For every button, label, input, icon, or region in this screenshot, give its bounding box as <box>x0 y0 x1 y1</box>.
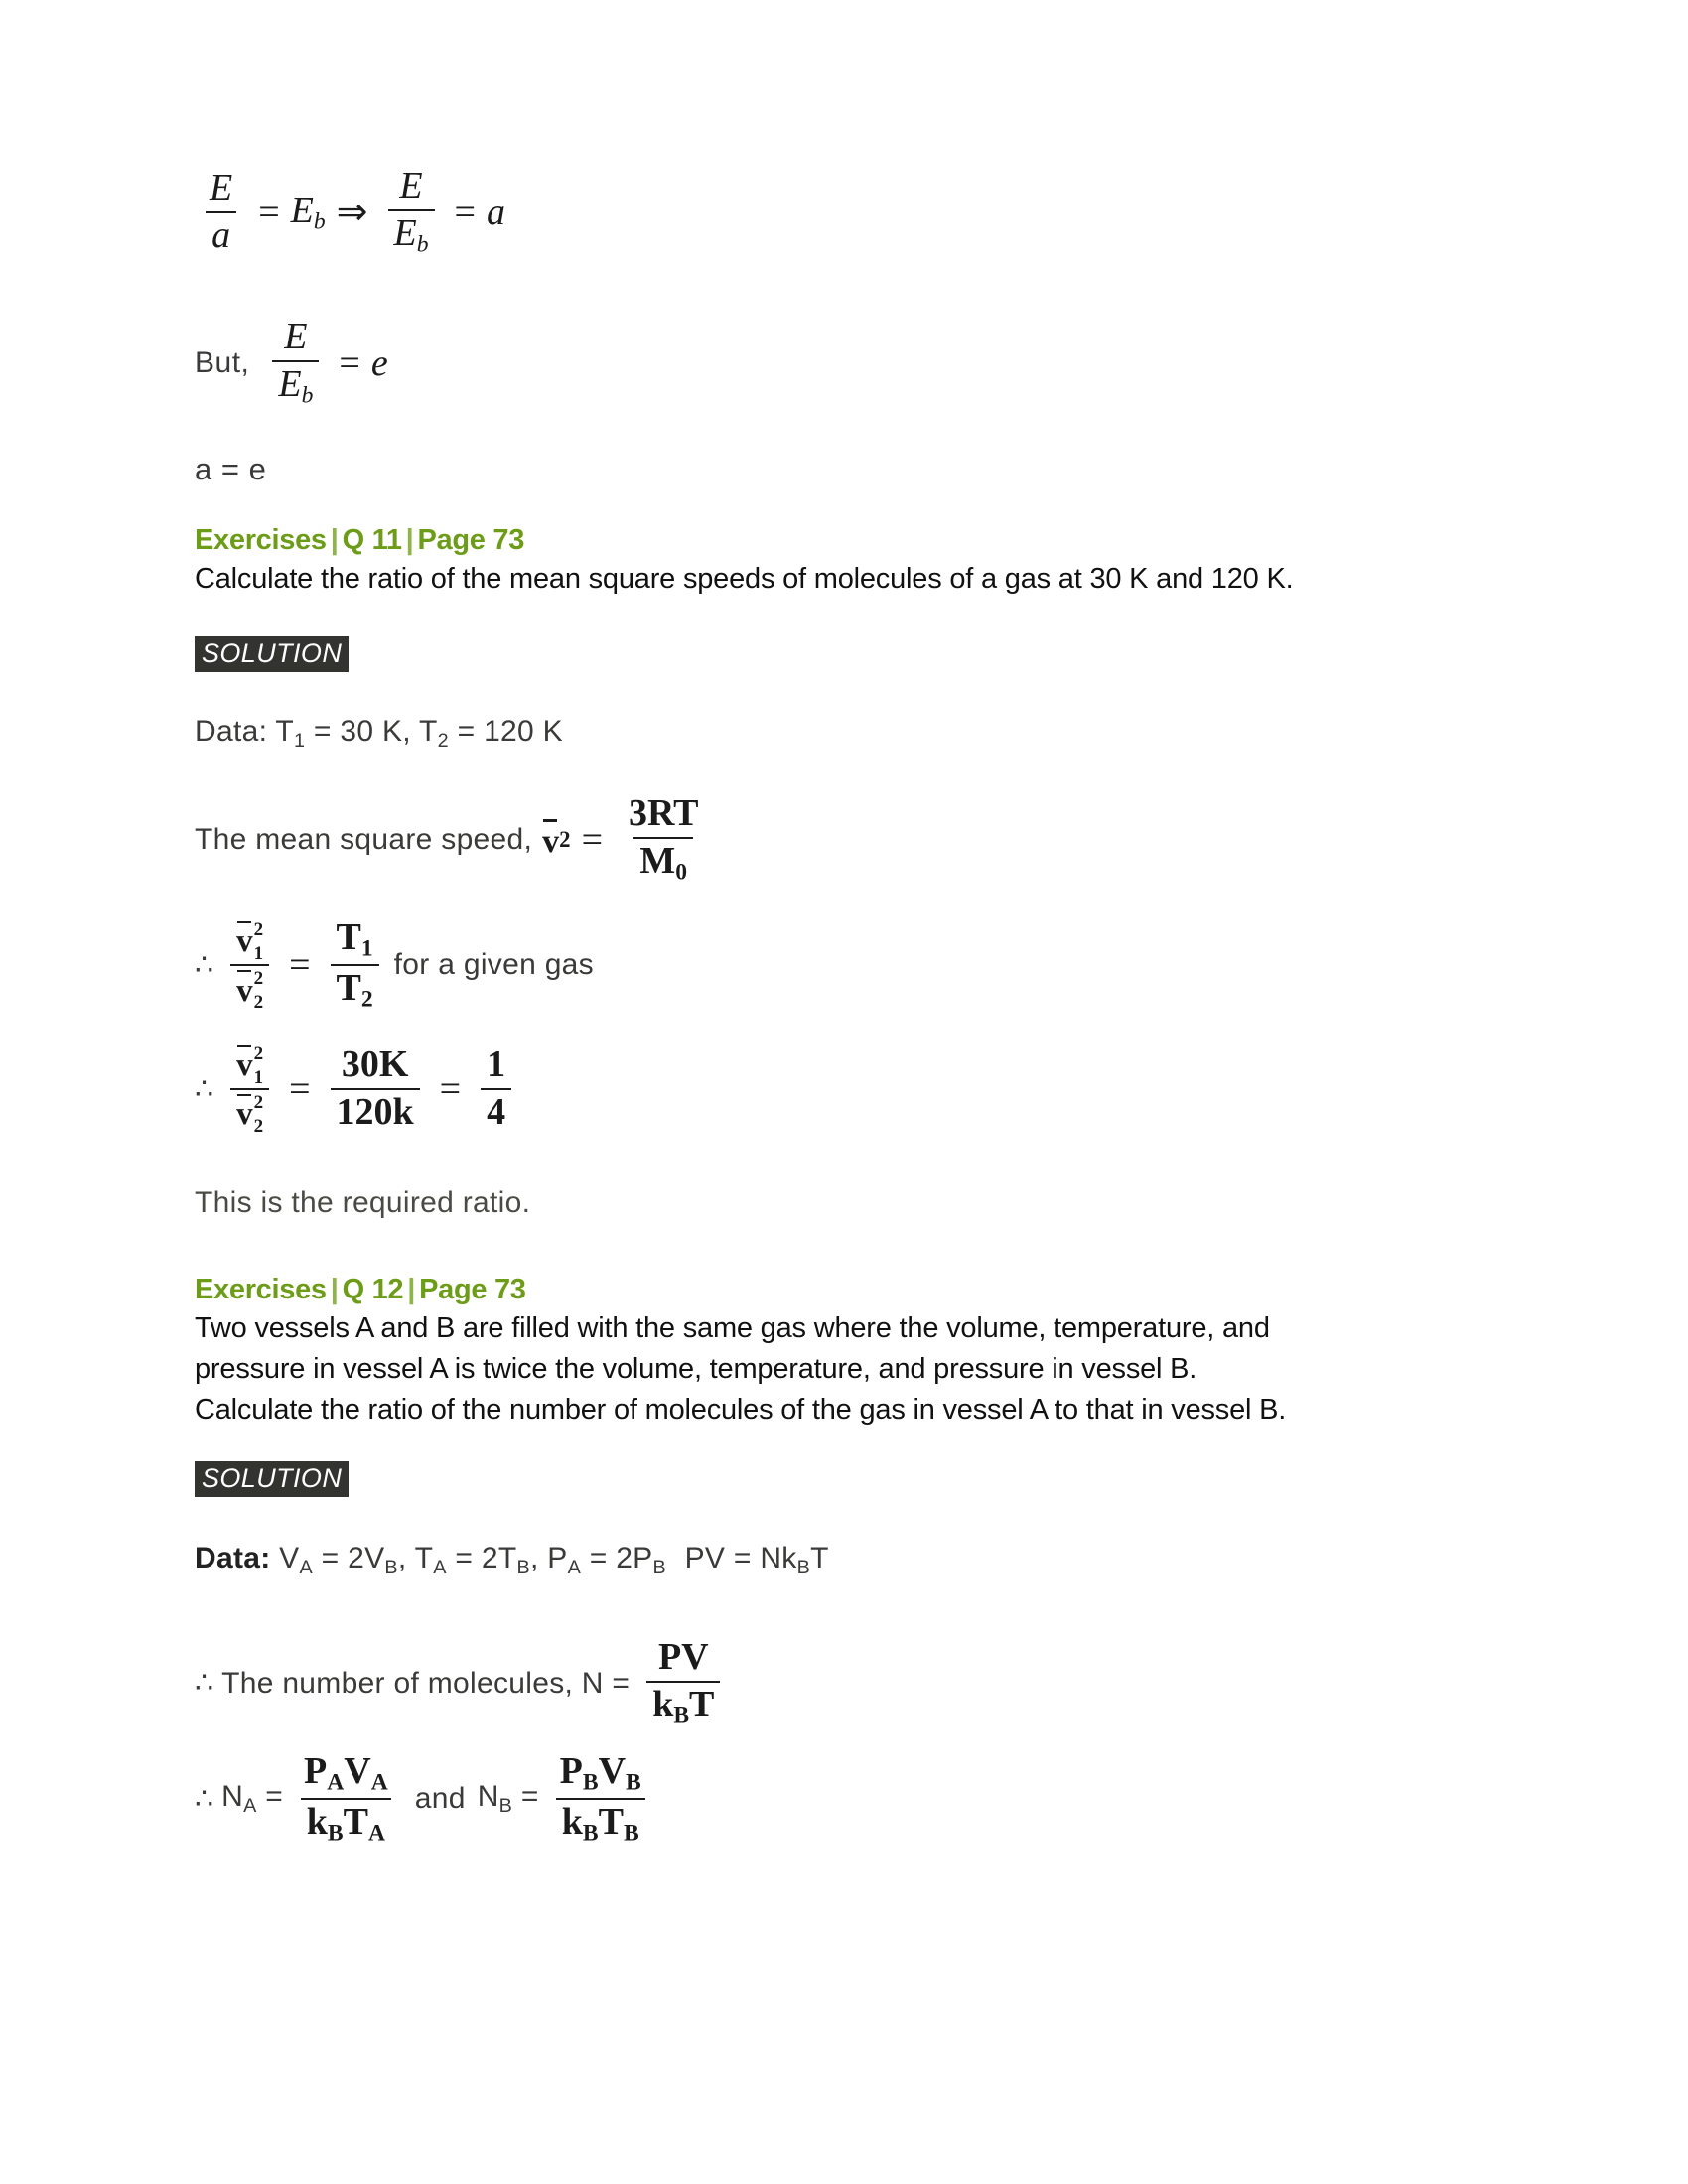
numerator-v1-squared <box>230 1044 269 1088</box>
va-subscript: A <box>299 1556 313 1578</box>
equals-sign: = <box>581 818 603 861</box>
heading-part-exercises: Exercises <box>195 1274 327 1305</box>
conjunction-and: and <box>414 1782 466 1816</box>
subscript-B: B <box>673 1703 690 1729</box>
two-vb-symbol: 2V <box>348 1542 385 1574</box>
t2-subscript: 2 <box>437 729 449 751</box>
subscript-1: 1 <box>253 942 264 964</box>
E-sub-b-term <box>291 189 326 236</box>
ratio-general-line <box>195 918 594 1013</box>
heading-separator-2: | <box>405 524 414 556</box>
num-molecules-line <box>195 1638 729 1728</box>
subscript-b: b <box>313 208 326 235</box>
fraction-E-over-Eb <box>272 318 319 408</box>
T-symbol: T <box>336 916 361 958</box>
solution-badge: SOLUTION <box>195 1461 349 1497</box>
ta-symbol: T <box>414 1542 434 1574</box>
denominator-v2-squared <box>230 1088 269 1137</box>
na-symbol-group <box>221 1780 283 1818</box>
heading-separator: | <box>330 524 339 556</box>
overbar <box>543 819 557 822</box>
question-text-q12-line2: pressure in vessel A is twice the volume, temperature, and pressure in vessel B. <box>195 1353 1197 1385</box>
denominator-kBTA <box>301 1798 391 1845</box>
denominator-a: a <box>206 211 236 256</box>
denominator-M0 <box>633 837 693 885</box>
superscript-2: 2 <box>253 968 264 990</box>
subscript-A: A <box>367 1820 385 1846</box>
equals-sign: = <box>289 944 311 987</box>
denominator-kBTB <box>556 1798 645 1845</box>
fraction-v1sq-over-v2sq <box>230 1042 269 1137</box>
subscript-b: b <box>301 382 314 409</box>
pb-subscript: B <box>652 1556 666 1578</box>
numerator-E: E <box>284 316 308 357</box>
comma-1: , <box>397 1542 407 1574</box>
P-symbol: P <box>304 1750 328 1792</box>
fraction-1-over-4 <box>481 1045 511 1133</box>
subscript-0: 0 <box>675 859 688 886</box>
subscript-A: A <box>327 1769 345 1796</box>
heading-part-page: Page 73 <box>419 1274 526 1305</box>
fraction-PAVA-over-kBTA <box>298 1752 394 1846</box>
superscript-2: 2 <box>253 919 264 941</box>
k-symbol: k <box>561 1801 583 1843</box>
denominator-T2 <box>331 964 379 1012</box>
nb-fraction-math <box>545 1752 656 1846</box>
fraction-E-over-Eb <box>388 167 435 257</box>
data-line-q12 <box>195 1542 829 1579</box>
subscript-2: 2 <box>360 986 373 1013</box>
carryover-equation-1 <box>195 167 505 257</box>
kb-subscript: B <box>796 1556 811 1578</box>
solution-badge: SOLUTION <box>195 636 349 672</box>
numerator-PV: PV <box>657 1636 709 1678</box>
V-symbol: V <box>344 1750 371 1792</box>
v-bar-symbol <box>236 920 253 959</box>
ratio-numeric-math <box>221 1042 520 1137</box>
fraction-PBVB-over-kBTB <box>554 1752 647 1846</box>
data-label: Data: <box>195 1542 271 1574</box>
but-label: But, <box>195 345 250 379</box>
subscript-1: 1 <box>360 935 373 962</box>
P-symbol: P <box>559 1750 583 1792</box>
equals-2: = <box>455 1542 474 1574</box>
v-glyph: v <box>542 822 560 860</box>
T-symbol: T <box>343 1801 368 1843</box>
denominator-kBT <box>646 1681 720 1728</box>
subscript-1: 1 <box>253 1066 264 1088</box>
index-stack <box>253 968 264 1014</box>
index-stack <box>253 919 264 964</box>
k-symbol: k <box>306 1801 328 1843</box>
ratio-general-math <box>221 918 388 1013</box>
v-bar-symbol <box>542 818 559 860</box>
na-fraction-math <box>289 1752 403 1846</box>
nb-symbol-group <box>478 1780 539 1818</box>
fraction-3RT-over-M0 <box>623 794 704 885</box>
tb-subscript: B <box>516 1556 530 1578</box>
result-a: a <box>486 191 505 233</box>
t1-value: = 30 K, <box>313 715 411 748</box>
mean-square-speed-line <box>195 794 713 885</box>
denominator-120k: 120k <box>331 1088 420 1133</box>
t2-symbol: T <box>419 715 438 748</box>
subscript-2: 2 <box>253 1116 264 1137</box>
T-symbol: T <box>689 1683 715 1725</box>
denominator-v2-squared <box>230 964 269 1014</box>
overbar <box>237 921 251 924</box>
denominator-Eb <box>388 209 435 257</box>
v-glyph: v <box>236 1096 253 1133</box>
V-symbol: V <box>598 1750 627 1792</box>
equals-3: = <box>589 1542 608 1574</box>
equals-1: = <box>265 1780 284 1814</box>
numerator-3RT: 3RT <box>629 792 699 834</box>
equals-sign: = <box>258 191 280 233</box>
therefore-symbol: ∴ <box>195 1782 214 1816</box>
subscript-b: b <box>416 231 429 258</box>
num-molecules-math <box>637 1638 729 1728</box>
v-glyph: v <box>236 972 253 1009</box>
vb-subscript: B <box>384 1556 398 1578</box>
result-e: e <box>370 341 388 384</box>
E-symbol: E <box>290 189 314 231</box>
T-symbol: T <box>598 1801 624 1843</box>
t1-symbol: T <box>275 715 294 748</box>
na-subscript: A <box>243 1795 257 1818</box>
but-equation-math <box>263 318 387 408</box>
fraction-T1-over-T2 <box>331 918 379 1013</box>
na-symbol: N <box>221 1780 244 1814</box>
M-symbol: M <box>639 839 676 882</box>
ta-subscript: A <box>433 1556 447 1578</box>
v-bar-symbol <box>236 1093 253 1132</box>
conclusion-text-q11: This is the required ratio. <box>195 1186 531 1219</box>
overbar <box>237 1045 251 1048</box>
numerator-T1 <box>331 918 379 964</box>
t1-subscript: 1 <box>293 729 306 751</box>
equals-2: = <box>520 1780 539 1814</box>
E-symbol: E <box>278 362 302 405</box>
carryover-equation-3: a = e <box>195 452 267 486</box>
heading-separator-2: | <box>407 1274 416 1305</box>
na-nb-line <box>195 1752 656 1846</box>
fraction-PV-over-kBT <box>646 1638 720 1728</box>
heading-part-exercises: Exercises <box>195 524 327 556</box>
numerator-E: E <box>210 166 233 208</box>
index-stack <box>253 1092 264 1137</box>
pa-subscript: A <box>567 1556 582 1578</box>
equals-sign-2: = <box>439 1068 462 1111</box>
subscript-B: B <box>582 1820 599 1846</box>
numerator-v1-squared <box>230 920 269 964</box>
carryover-equation-2 <box>195 318 388 408</box>
fraction-30K-over-120k <box>331 1045 420 1133</box>
num-molecules-label: The number of molecules, N = <box>221 1666 631 1700</box>
therefore-symbol: ∴ <box>195 1667 214 1701</box>
subscript-B: B <box>626 1769 641 1796</box>
ratio-numeric-line <box>195 1042 520 1137</box>
overbar <box>237 1094 251 1097</box>
ideal-gas-law: PV = Nk <box>684 1542 797 1574</box>
numerator-PBVB <box>554 1752 647 1798</box>
equals-sign-2: = <box>454 191 476 233</box>
comma-2: , <box>529 1542 539 1574</box>
fraction-E-over-a <box>204 166 238 256</box>
heading-part-question: Q 11 <box>342 524 402 556</box>
solution-badge-q11-wrap <box>195 636 349 672</box>
ratio-general-trailing-text: for a given gas <box>393 948 594 982</box>
data-label: Data: <box>195 715 268 748</box>
implies-arrow-icon: ⇒ <box>336 192 368 234</box>
two-pb-symbol: 2P <box>616 1542 653 1574</box>
exercise-heading-q12 <box>195 1274 526 1306</box>
question-text-q11: Calculate the ratio of the mean square speeds of molecules of a gas at 30 K and 120 K. <box>195 563 1294 595</box>
v-glyph: v <box>236 923 253 960</box>
therefore-symbol: ∴ <box>195 1072 214 1106</box>
mean-square-speed-math <box>542 794 713 885</box>
subscript-A: A <box>370 1769 388 1796</box>
numerator-PAVA <box>298 1752 394 1798</box>
superscript-2: 2 <box>253 1042 264 1064</box>
subscript-B: B <box>623 1820 639 1846</box>
va-symbol: V <box>279 1542 300 1574</box>
overbar <box>237 970 251 973</box>
question-text-q12-line3: Calculate the ratio of the number of molecules of the gas in vessel A to that in vessel B. <box>195 1394 1287 1426</box>
data-line-q11 <box>195 715 563 752</box>
equals-sign-1: = <box>289 1068 311 1111</box>
mean-square-speed-label: The mean square speed, <box>195 822 533 856</box>
ideal-gas-tail: T <box>810 1542 829 1574</box>
equals-sign: = <box>339 341 360 384</box>
heading-part-page: Page 73 <box>417 524 525 556</box>
solution-badge-q12-wrap <box>195 1461 349 1497</box>
two-tb-symbol: 2T <box>481 1542 517 1574</box>
subscript-B: B <box>327 1820 344 1846</box>
numerator-1: 1 <box>487 1043 506 1086</box>
numerator-30K: 30K <box>341 1043 409 1086</box>
numerator-E: E <box>399 165 423 206</box>
denominator-4: 4 <box>481 1088 511 1133</box>
k-symbol: k <box>652 1683 674 1725</box>
heading-part-question: Q 12 <box>342 1274 404 1305</box>
heading-separator: | <box>330 1274 339 1305</box>
v-glyph: v <box>236 1047 253 1084</box>
nb-subscript: B <box>498 1795 513 1818</box>
question-text-q12-line1: Two vessels A and B are filled with the same gas where the volume, temperature, and <box>195 1312 1270 1344</box>
E-symbol: E <box>393 211 417 254</box>
index-stack <box>253 1042 264 1088</box>
nb-symbol: N <box>477 1780 499 1814</box>
denominator-Eb <box>272 360 319 408</box>
v-superscript-2: 2 <box>559 826 571 852</box>
exercise-heading-q11 <box>195 524 524 557</box>
t2-value: = 120 K <box>457 715 563 748</box>
equals-1: = <box>321 1542 340 1574</box>
therefore-symbol: ∴ <box>195 948 214 982</box>
T-symbol: T <box>336 967 361 1010</box>
fraction-v1sq-over-v2sq <box>230 919 269 1014</box>
pa-symbol: P <box>547 1542 568 1574</box>
v-bar-symbol <box>236 1044 253 1083</box>
subscript-B: B <box>582 1769 599 1796</box>
superscript-2: 2 <box>253 1092 264 1114</box>
subscript-2: 2 <box>253 992 264 1014</box>
v-bar-symbol <box>236 969 253 1008</box>
